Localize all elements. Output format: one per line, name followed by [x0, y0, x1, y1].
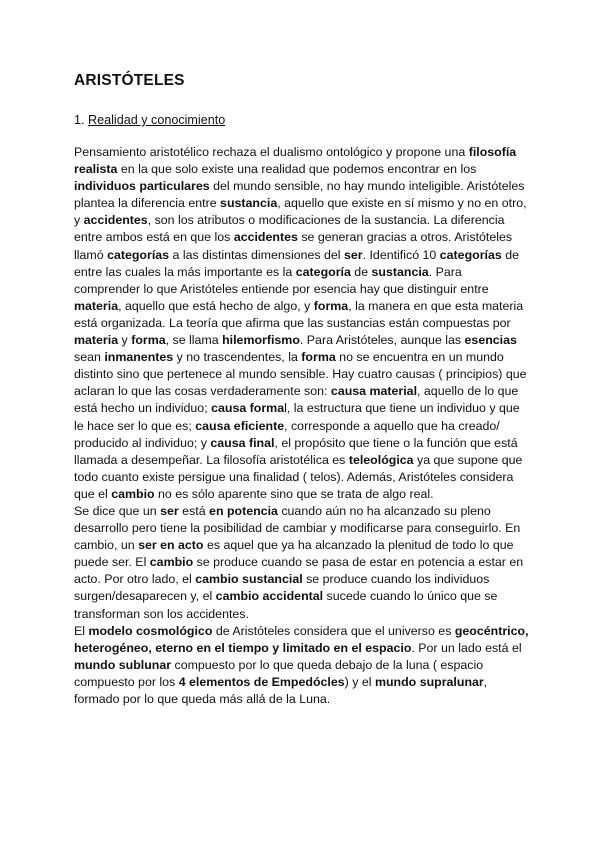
- bold-term: categorías: [439, 247, 502, 262]
- text-run: , son los atributos o modificaciones de la sustancia. La diferencia entre ambos está en que los: [74, 213, 505, 245]
- bold-term: materia: [74, 298, 119, 313]
- bold-term: mundo sublunar: [74, 657, 172, 672]
- text-run: , la manera en que esta materia está organizada. La teoría que afirma que las sustancias están compuestas por: [74, 298, 524, 330]
- bold-term: cambio sustancial: [195, 572, 303, 587]
- text-run: de Aristóteles considera que el universo es: [212, 623, 455, 638]
- bold-term: causa forma: [211, 401, 285, 416]
- text-run: del mundo sensible, no hay mundo inteligible. Aristóteles plantea la diferencia entre: [74, 179, 525, 211]
- section-heading: [74, 112, 530, 128]
- paragraph: [74, 144, 530, 503]
- bold-term: sustancia: [371, 264, 429, 279]
- text-run: , aquello que existe en sí mismo y no en otro, y: [74, 196, 527, 228]
- text-run: está: [178, 503, 210, 518]
- text-run: , aquello de lo que está hecho un individuo;: [74, 384, 519, 416]
- text-run: de: [350, 264, 372, 279]
- bold-term: cambio accidental: [215, 589, 324, 604]
- text-run: se generan gracias a otros. Aristóteles llamó: [74, 230, 513, 262]
- text-run: , aquello que está hecho de algo, y: [118, 298, 314, 313]
- body-text: [74, 144, 530, 708]
- text-run: se produce cuando se pasa de estar en potencia a estar en acto. Por otro lado, el: [74, 555, 524, 587]
- bold-term: causa eficiente: [195, 418, 285, 433]
- text-run: . Para comprender lo que Aristóteles entiende por esencia hay que distinguir entre: [74, 264, 489, 296]
- paragraph: [74, 503, 530, 623]
- bold-term: mundo supralunar: [374, 674, 484, 689]
- text-run: en la que solo existe una realidad que podemos encontrar en los: [117, 162, 477, 177]
- bold-term: inmanentes: [104, 350, 174, 365]
- bold-term: esencias: [464, 333, 517, 348]
- bold-term: accidentes: [233, 230, 298, 245]
- bold-term: modelo cosmológico: [88, 623, 213, 638]
- text-run: . Identificó 10: [362, 247, 440, 262]
- text-run: no se encuentra en un mundo distinto sino que pertenece al mundo sensible. Hay cuatro causas ( principios) que aclaran lo que las cosas verdaderamente son:: [74, 350, 527, 399]
- section-number: 1.: [74, 113, 85, 127]
- text-run: es aquel que ya ha alcanzado la plenitud de todo lo que puede ser. El: [74, 538, 514, 570]
- document-page: [74, 70, 530, 708]
- bold-term: accidentes: [83, 213, 148, 228]
- text-run: a las distintas dimensiones del: [169, 247, 344, 262]
- text-run: Pensamiento aristotélico rechaza el dualismo ontológico y propone una: [74, 145, 469, 159]
- bold-term: causa material: [330, 384, 418, 399]
- bold-term: individuos particulares: [74, 179, 210, 194]
- bold-term: causa final: [210, 435, 275, 450]
- text-run: sucede cuando lo único que se transforman son los accidentes.: [74, 589, 498, 621]
- text-run: ya que supone que todo cuanto existe persigue una finalidad ( telos). Además, Aristóteles considera que el: [74, 452, 523, 501]
- bold-term: categorías: [107, 247, 170, 262]
- text-run: ) y el: [344, 674, 375, 689]
- text-run: El: [74, 623, 89, 638]
- bold-term: ser: [344, 247, 363, 262]
- paragraph: [74, 623, 530, 708]
- text-run: sean: [74, 350, 105, 365]
- text-run: , corresponde a aquello que ha creado/ producido al individuo; y: [74, 418, 500, 450]
- bold-term: hilemorfismo: [222, 333, 300, 348]
- text-run: , se llama: [165, 333, 223, 348]
- bold-term: filosofía realista: [74, 145, 517, 177]
- text-run: l, la estructura que tiene un individuo y que le hace ser lo que es;: [74, 401, 520, 433]
- bold-term: forma: [301, 350, 336, 365]
- text-run: . Para Aristóteles, aunque las: [299, 333, 465, 348]
- text-run: y no trascendentes, la: [173, 350, 302, 365]
- bold-term: geocéntrico, heterogéneo, eterno en el tiempo y limitado en el espacio: [74, 623, 529, 655]
- bold-term: 4 elementos de Empedócles: [178, 674, 345, 689]
- text-run: Se dice que un: [74, 503, 161, 518]
- section-title: Realidad y conocimiento: [88, 113, 226, 127]
- bold-term: categoría: [295, 264, 351, 279]
- text-run: y: [118, 333, 132, 348]
- text-run: , el propósito que tiene o la función que está llamada a desempeñar. La filosofía aristotélica es: [74, 435, 518, 467]
- bold-term: sustancia: [220, 196, 278, 211]
- text-run: de entre las cuales la más importante es la: [74, 247, 519, 279]
- document-title: ARISTÓTELES: [74, 72, 185, 89]
- text-run: compuesto por lo que queda debajo de la luna ( espacio compuesto por los: [74, 657, 484, 689]
- text-run: . Por un lado está el: [411, 640, 522, 655]
- bold-term: forma: [131, 333, 166, 348]
- bold-term: en potencia: [209, 503, 278, 518]
- bold-term: ser: [160, 503, 179, 518]
- bold-term: teleológica: [348, 452, 414, 467]
- text-run: no es sólo aparente sino que se trata de algo real.: [154, 486, 434, 501]
- bold-term: ser en acto: [138, 538, 204, 553]
- text-run: , formado por lo que queda más allá de la Luna.: [74, 674, 488, 706]
- text-run: cuando aún no ha alcanzado su pleno desarrollo pero tiene la posibilidad de cambiar y modificarse para conseguirlo. En cambio, un: [74, 503, 521, 553]
- bold-term: materia: [74, 333, 119, 348]
- bold-term: forma: [313, 298, 349, 313]
- bold-term: cambio: [111, 486, 155, 501]
- text-run: se produce cuando los individuos surgen/desaparecen y, el: [74, 572, 490, 604]
- bold-term: cambio: [149, 555, 194, 570]
